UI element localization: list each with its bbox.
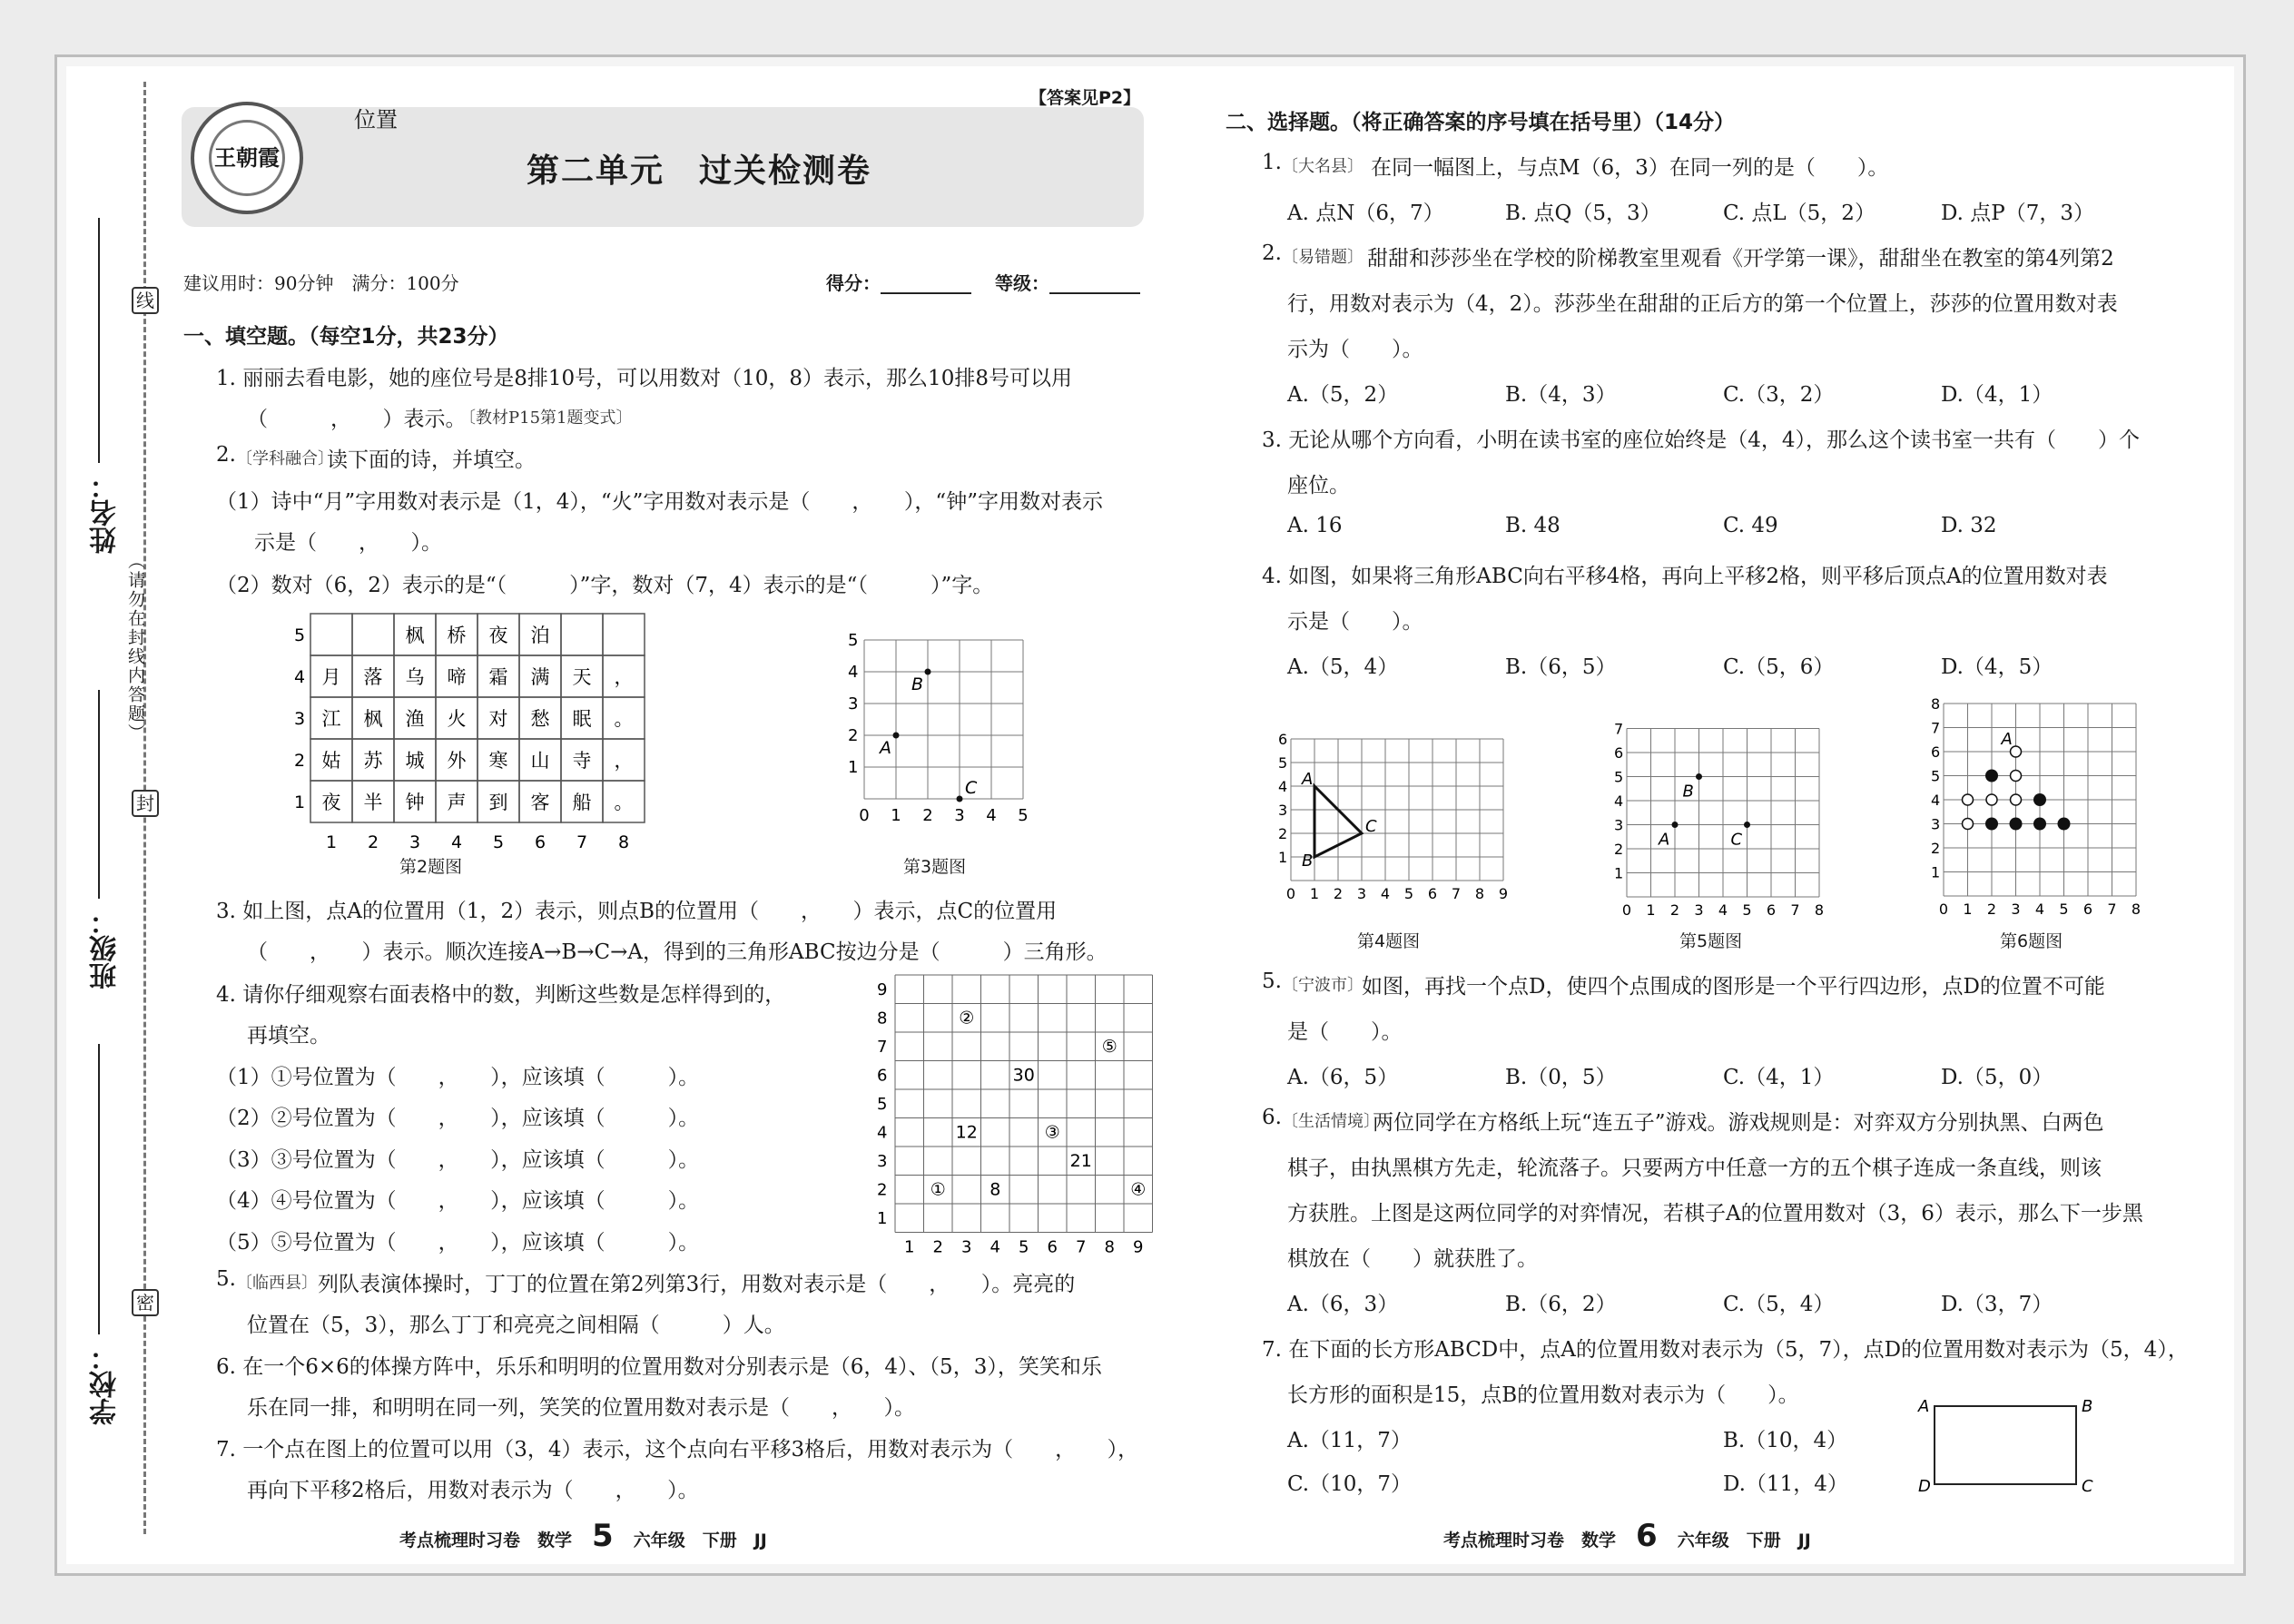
mc1-option-b[interactable]: B. 点Q（5，3） (1505, 202, 1661, 225)
q7-line2: 再向下平移2格后，用数对表示为（ ， ）。 (247, 1479, 699, 1502)
fig4-x-label: 9 (1498, 885, 1509, 902)
poem-char: 声 (447, 792, 467, 813)
fig3-x-label: 1 (891, 806, 901, 825)
fig5-x-label: 5 (1742, 901, 1752, 919)
poem-grid-figure (290, 606, 672, 851)
fig6-x-label: 4 (2034, 901, 2045, 918)
mc3-line1: 3. 无论从哪个方向看，小明在读书室的座位始终是（4，4），那么这个读书室一共有（ ）个 (1262, 428, 2141, 452)
fig6-label-a: A (2001, 730, 2013, 749)
rectangle-abcd (1911, 1393, 2111, 1502)
fig4-triangle-grid (1271, 726, 1509, 902)
footer-left (399, 1518, 767, 1554)
fig4-x-label: 4 (1380, 885, 1391, 902)
poem-char: ， (614, 750, 634, 772)
grid4-y-label: 4 (877, 1123, 888, 1143)
poem-char: 客 (530, 792, 550, 813)
mc1-option-c[interactable]: C. 点L（5，2） (1723, 202, 1876, 225)
fig5-point-label: A (1659, 830, 1670, 850)
mc7-option-c[interactable]: C.（10，7） (1287, 1472, 1412, 1496)
fig3-point-label: A (880, 738, 891, 758)
fig5-y-label: 4 (1614, 792, 1624, 810)
seal-char-feng: 封 (132, 790, 159, 817)
fig6-y-label: 8 (1931, 695, 1941, 713)
fig3-x-label: 3 (954, 806, 965, 825)
poem-x-label: 7 (576, 832, 588, 852)
poem-char: 乌 (405, 666, 425, 688)
footer-left-suffix: 六年级 下册 JJ (633, 1530, 767, 1550)
poem-char: 夜 (321, 792, 341, 813)
part2-heading: 二、选择题。（将正确答案的序号填在括号里）（14分） (1226, 111, 1736, 134)
mc3-option-a[interactable]: A. 16 (1287, 514, 1343, 537)
mc7-line2: 长方形的面积是15，点B的位置用数对表示为（ ）。 (1287, 1383, 1799, 1407)
mc3-line2: 座位。 (1287, 474, 1350, 497)
poem-char: 对 (488, 708, 508, 730)
poem-x-label: 5 (492, 832, 505, 852)
mc3-option-d[interactable]: D. 32 (1941, 514, 1997, 537)
seal-char-xian: 线 (132, 287, 159, 314)
poem-cell (310, 614, 352, 655)
fig5-y-label: 1 (1614, 864, 1624, 882)
q4-line1: 4. 请你仔细观察右面表格中的数，判断这些数是怎样得到的， (216, 983, 786, 1007)
q6-line2: 乐在同一排，和明明在同一列，笑笑的位置用数对表示是（ ， ）。 (247, 1396, 915, 1420)
fig4-x-label: 3 (1356, 885, 1367, 902)
mc6-number: 6. (1262, 1106, 1282, 1129)
fig3-point (957, 796, 963, 802)
q3-line2: （ ， ）表示。顺次连接A→B→C→A，得到的三角形ABC按边分是（ ）三角形。 (247, 940, 1108, 964)
mc4-option-b[interactable]: B.（6，5） (1505, 655, 1617, 679)
caption-fig2: 第2题图 (399, 857, 463, 877)
page-number-right: 6 (1636, 1518, 1658, 1554)
mc5-line1: 如图，再找一个点D，使四个点围成的图形是一个平行四边形，点D的位置不可能 (1362, 975, 2105, 999)
caption-fig5: 第5题图 (1679, 931, 1743, 951)
grid4-cell-value: ④ (1130, 1179, 1147, 1200)
poem-char: 桥 (447, 625, 467, 646)
rectangle-shape (1935, 1406, 2076, 1484)
white-stone (1986, 794, 1997, 805)
fig4-x-label: 7 (1451, 885, 1462, 902)
mc3-option-b[interactable]: B. 48 (1505, 514, 1561, 537)
footer-right-suffix: 六年级 下册 JJ (1677, 1530, 1811, 1550)
grid4-cell-value: 12 (955, 1122, 978, 1143)
grid4-x-label: 6 (1047, 1237, 1058, 1257)
q2-sub2: （2）数对（6，2）表示的是“（ ）”字，数对（7，4）表示的是“（ ）”字。 (216, 574, 994, 597)
fig4-y-label: 6 (1278, 731, 1288, 748)
fig3-x-label: 4 (986, 806, 997, 825)
fig4-y-label: 3 (1278, 802, 1288, 819)
grade-field[interactable]: 等级：__________ (995, 272, 1140, 294)
fig4-label-b: B (1302, 851, 1314, 871)
poem-char: 姑 (321, 750, 341, 772)
fig5-x-label: 7 (1790, 901, 1800, 919)
fig5-x-label: 0 (1621, 901, 1632, 919)
mc1-tag: 〔大名县〕 (1282, 157, 1364, 176)
fig5-y-label: 6 (1614, 744, 1624, 762)
fig3-x-label: 2 (922, 806, 933, 825)
grid4-x-label: 7 (1076, 1237, 1087, 1257)
unit-tab: 位置 (354, 107, 398, 133)
poem-char: 夜 (488, 625, 508, 646)
grid4-cell-value: 30 (1012, 1065, 1035, 1086)
grid4-cell-value: 21 (1069, 1151, 1092, 1171)
poem-char: 霜 (488, 666, 508, 688)
poem-char: 枫 (405, 625, 425, 646)
fig5-y-label: 3 (1614, 816, 1624, 834)
poem-char: 。 (614, 708, 634, 730)
grid4-cell-value: 8 (989, 1179, 1001, 1200)
mc6-line2: 棋子，由执黑棋方先走，轮流落子。只要两方中任意一方的五个棋子连成一条直线，则该 (1287, 1156, 2102, 1180)
poem-char: 月 (321, 666, 341, 688)
q4-sub2: （2）②号位置为（ ， ），应该填（ ）。 (216, 1107, 700, 1130)
fig3-point-label: B (911, 674, 924, 694)
fig4-plot (1278, 731, 1508, 902)
black-stone (2010, 818, 2023, 831)
mc7-line1: 7. 在下面的长方形ABCD中，点A的位置用数对表示为（5，7），点D的位置用数对表示为（5，4）， (1262, 1338, 2189, 1362)
seal-note: （请勿在封线内答题） (125, 552, 145, 743)
mc5-option-c[interactable]: C.（4，1） (1723, 1066, 1835, 1089)
poem-char: 半 (363, 792, 383, 813)
q7-line1: 7. 一个点在图上的位置可以用（3，4）表示，这个点向右平移3格后，用数对表示为（ ， ）， (216, 1438, 1139, 1462)
fig4-label-a: A (1302, 770, 1314, 789)
q4-sub1: （1）①号位置为（ ， ），应该填（ ）。 (216, 1066, 700, 1089)
fig4-x-label: 2 (1333, 885, 1344, 902)
grid4-cell-value: ② (959, 1008, 975, 1029)
mc2-tag: 〔易错题〕 (1282, 248, 1364, 267)
q3-line1: 3. 如上图，点A的位置用（1，2）表示，则点B的位置用（ ， ）表示，点C的位置用 (216, 900, 1058, 923)
mc1-option-d[interactable]: D. 点P（7，3） (1941, 202, 2094, 225)
poem-char: 船 (572, 792, 592, 813)
mc7-option-b[interactable]: B.（10，4） (1723, 1429, 1848, 1452)
mc6-option-c[interactable]: C.（5，4） (1723, 1293, 1835, 1316)
poem-char: 江 (321, 708, 341, 730)
fig4-x-label: 1 (1309, 885, 1320, 902)
fig5-x-label: 4 (1718, 901, 1728, 919)
fig3-coordinate (835, 626, 1044, 835)
q4-sub4: （4）④号位置为（ ， ），应该填（ ）。 (216, 1189, 700, 1213)
fig4-y-label: 4 (1278, 778, 1288, 795)
fig4-x-label: 0 (1285, 885, 1296, 902)
mc6-option-a[interactable]: A.（6，3） (1287, 1293, 1399, 1316)
fig3-y-label: 5 (848, 631, 859, 650)
poem-y-label: 1 (294, 792, 306, 812)
fig5-y-label: 2 (1614, 841, 1624, 858)
poem-char: 寺 (572, 750, 592, 772)
class-label: 班级： (91, 908, 121, 989)
fig6-x-label: 5 (2059, 901, 2069, 918)
grid4-y-label: 5 (877, 1095, 888, 1114)
poem-char: 泊 (530, 625, 550, 646)
mc5-option-a[interactable]: A.（6，5） (1287, 1066, 1399, 1089)
q1-line1: 1. 丽丽去看电影，她的座位号是8排10号，可以用数对（10，8）表示，那么10排8号可以用 (216, 367, 1072, 390)
name-field[interactable] (98, 218, 100, 463)
fig4-x-label: 6 (1427, 885, 1438, 902)
mc6-tag: 〔生活情境〕 (1282, 1112, 1380, 1131)
poem-char: 钟 (405, 792, 425, 813)
poem-x-label: 6 (534, 832, 546, 852)
poem-char: 城 (405, 750, 425, 772)
caption-fig4: 第4题图 (1357, 931, 1421, 951)
poem-char: 火 (447, 708, 467, 730)
q4-line2: 再填空。 (247, 1024, 330, 1048)
poem-char: 到 (488, 792, 508, 813)
q2-tag: 〔学科融合〕 (236, 449, 334, 468)
fig5-point-label: B (1682, 782, 1694, 802)
q4-number-grid (871, 968, 1153, 1258)
fig5-x-label: 3 (1694, 901, 1704, 919)
poem-cell (352, 614, 394, 655)
q2-line1: 读下面的诗，并填空。 (327, 448, 536, 472)
class-field[interactable] (98, 690, 100, 899)
fig6-x-label: 3 (2011, 901, 2021, 918)
mc2-line1: 甜甜和莎莎坐在学校的阶梯教室里观看《开学第一课》，甜甜坐在教室的第4列第2 (1367, 247, 2114, 271)
fig6-plot (1931, 695, 2141, 918)
fig5-point (1672, 822, 1679, 828)
fig5-point (1696, 773, 1702, 780)
rect-label-a: A (1918, 1397, 1930, 1416)
grid4-y-label: 2 (877, 1180, 888, 1200)
fig5-point (1744, 822, 1750, 828)
poem-char: 苏 (363, 750, 383, 772)
fig5-x-label: 8 (1814, 901, 1825, 919)
mc2-number: 2. (1262, 241, 1282, 265)
q5-line1: 列队表演体操时，丁丁的位置在第2列第3行，用数对表示是（ ， ）。亮亮的 (318, 1273, 1076, 1296)
footer-right (1443, 1518, 1811, 1554)
page-title: 第二单元 过关检测卷 (527, 153, 872, 190)
school-label: 学校： (91, 1343, 121, 1425)
q5-tag: 〔临西县〕 (236, 1274, 318, 1293)
mc4-line2: 示是（ ）。 (1287, 610, 1423, 634)
mc2-line2: 行，用数对表示为（4，2）。莎莎坐在甜甜的正后方的第一个位置上，莎莎的位置用数对表 (1287, 292, 2118, 316)
caption-fig6: 第6题图 (2000, 931, 2063, 951)
mc4-option-a[interactable]: A.（5，4） (1287, 655, 1399, 679)
mc5-number: 5. (1262, 969, 1282, 993)
brand-logo (191, 102, 303, 214)
poem-char: 眠 (572, 708, 592, 730)
caption-fig3: 第3题图 (903, 857, 967, 877)
fig4-label-c: C (1365, 817, 1377, 836)
fig5-x-label: 2 (1669, 901, 1680, 919)
mc4-line1: 4. 如图，如果将三角形ABC向右平移4格，再向上平移2格，则平移后顶点A的位置用数对表 (1262, 565, 2108, 588)
mc6-line4: 棋放在（ ）就获胜了。 (1287, 1247, 1538, 1271)
fig3-y-label: 1 (848, 758, 859, 777)
footer-right-prefix: 考点梳理时习卷 数学 (1443, 1530, 1617, 1550)
fig4-x-label: 8 (1474, 885, 1485, 902)
black-stone (1985, 770, 1998, 782)
poem-char: 渔 (405, 708, 425, 730)
poem-grid (294, 614, 645, 852)
poem-char: 外 (447, 750, 467, 772)
grid4-cell-value: ③ (1044, 1122, 1060, 1143)
fig5-plot (1614, 721, 1824, 920)
fig6-y-label: 4 (1931, 792, 1941, 809)
q6-line1: 6. 在一个6×6的体操方阵中，乐乐和明明的位置用数对分别表示是（6，4）、（5，3），笑笑和乐 (216, 1355, 1102, 1379)
poem-char: 天 (572, 666, 592, 688)
q1-line2: （ ， ）表示。 (247, 408, 467, 431)
q4-sub5: （5）⑤号位置为（ ， ），应该填（ ）。 (216, 1231, 700, 1255)
mc5-line2: 是（ ）。 (1287, 1020, 1403, 1044)
q4-grid-cells (877, 975, 1153, 1257)
grid4-y-label: 1 (877, 1209, 888, 1228)
fig6-x-label: 8 (2131, 901, 2141, 918)
grid4-y-label: 7 (877, 1038, 888, 1057)
poem-char: 枫 (363, 708, 383, 730)
mc6-option-b[interactable]: B.（6，2） (1505, 1293, 1617, 1316)
poem-x-label: 1 (325, 832, 338, 852)
q5-number: 5. (216, 1267, 236, 1291)
mc7-option-d[interactable]: D.（11，4） (1723, 1472, 1848, 1496)
fig5-points-grid (1607, 706, 1834, 919)
white-stone (2011, 771, 2022, 782)
fig6-y-label: 7 (1931, 719, 1941, 737)
mc2-option-a[interactable]: A.（5，2） (1287, 383, 1399, 407)
school-field[interactable] (98, 1044, 100, 1334)
poem-char: 山 (530, 750, 550, 772)
fig6-y-label: 1 (1931, 863, 1941, 881)
poem-char: 啼 (447, 666, 467, 688)
fig6-x-label: 0 (1938, 901, 1949, 918)
fig3-x-label: 5 (1018, 806, 1029, 825)
mc2-option-b[interactable]: B.（4，3） (1505, 383, 1617, 407)
fig6-x-label: 7 (2107, 901, 2117, 918)
grid4-y-label: 8 (877, 1009, 888, 1029)
grid4-x-label: 1 (904, 1237, 915, 1257)
mc3-option-c[interactable]: C. 49 (1723, 514, 1778, 537)
mc2-option-d[interactable]: D.（4，1） (1941, 383, 2053, 407)
mc6-line3: 方获胜。上图是这两位同学的对弈情况，若棋子A的位置用数对（3，6）表示，那么下一步黑 (1287, 1202, 2143, 1225)
fig3-point-label: C (965, 778, 978, 798)
poem-y-label: 2 (294, 751, 306, 771)
fig5-y-label: 7 (1614, 720, 1624, 738)
fig3-point (925, 669, 931, 675)
mc4-option-c[interactable]: C.（5，6） (1723, 655, 1835, 679)
mc2-option-c[interactable]: C.（3，2） (1723, 383, 1835, 407)
mc1-stem: 在同一幅图上，与点M（6，3）在同一列的是（ ）。 (1371, 156, 1889, 180)
q2-number: 2. (216, 443, 236, 467)
grid4-x-label: 8 (1104, 1237, 1115, 1257)
mc5-tag: 〔宁波市〕 (1282, 976, 1364, 995)
mc1-option-a[interactable]: A. 点N（6，7） (1287, 202, 1444, 225)
fig6-gomoku-grid (1920, 692, 2147, 918)
poem-x-label: 3 (409, 832, 421, 852)
q4-sub3: （3）③号位置为（ ， ），应该填（ ）。 (216, 1148, 700, 1172)
fig3-y-label: 3 (848, 694, 859, 714)
poem-y-label: 3 (294, 709, 306, 729)
q1-source-tag: 〔教材P15第1题变式〕 (459, 408, 633, 428)
seal-char-mi: 密 (132, 1289, 159, 1316)
fig4-y-label: 5 (1278, 754, 1288, 772)
poem-char: 满 (530, 666, 550, 688)
rect-label-b: B (2082, 1397, 2093, 1416)
mc1-number: 1. (1262, 151, 1282, 174)
score-field[interactable]: 得分：__________ (826, 272, 971, 294)
fig5-y-label: 5 (1614, 768, 1624, 786)
time-score-info: 建议用时：90分钟 满分：100分 (183, 272, 459, 294)
poem-char: 寒 (488, 750, 508, 772)
grid4-x-label: 5 (1019, 1237, 1029, 1257)
grid4-cell-value: ⑤ (1101, 1037, 1117, 1057)
mc7-option-a[interactable]: A.（11，7） (1287, 1429, 1412, 1452)
rect-label-d: D (1918, 1477, 1931, 1496)
grid4-x-label: 3 (961, 1237, 972, 1257)
fig6-x-label: 1 (1963, 901, 1973, 918)
mc2-line3: 示为（ ）。 (1287, 338, 1423, 361)
poem-char: 。 (614, 792, 634, 813)
fig5-x-label: 1 (1646, 901, 1656, 919)
poem-x-label: 8 (617, 832, 630, 852)
grid4-y-label: 9 (877, 980, 888, 999)
poem-x-label: 2 (367, 832, 379, 852)
black-stone (2058, 818, 2071, 831)
black-stone (2033, 818, 2046, 831)
grid4-x-label: 2 (932, 1237, 943, 1257)
mc4-option-d[interactable]: D.（4，5） (1941, 655, 2053, 679)
fig6-y-label: 6 (1931, 743, 1941, 761)
name-label: 姓名： (91, 472, 121, 554)
poem-cell (561, 614, 603, 655)
mc6-option-d[interactable]: D.（3，7） (1941, 1293, 2053, 1316)
grid4-cell-value: ① (930, 1179, 946, 1200)
poem-x-label: 4 (450, 832, 463, 852)
q2-sub1-cont: 示是（ ， ）。 (254, 531, 442, 555)
fig3-y-label: 2 (848, 726, 859, 745)
grid4-x-label: 9 (1133, 1237, 1144, 1257)
fig6-x-label: 2 (1986, 901, 1997, 918)
fig3-y-label: 4 (848, 663, 859, 682)
fig6-x-label: 6 (2082, 901, 2093, 918)
white-stone (2011, 794, 2022, 805)
fig3-point (893, 733, 900, 739)
grid4-x-label: 4 (989, 1237, 1000, 1257)
answer-reference: 【答案见P2】 (1029, 88, 1141, 108)
poem-y-label: 5 (294, 625, 306, 645)
black-stone (1985, 818, 1998, 831)
footer-left-prefix: 考点梳理时习卷 数学 (399, 1530, 573, 1550)
fig4-y-label: 2 (1278, 825, 1288, 842)
white-stone (1963, 819, 1974, 830)
fig6-y-label: 5 (1931, 767, 1941, 785)
page-number-left: 5 (592, 1518, 614, 1554)
white-stone (1963, 794, 1974, 805)
poem-cell (603, 614, 645, 655)
brand-logo-text: 王朝霞 (209, 120, 285, 196)
mc6-line1: 两位同学在方格纸上玩“连五子”游戏。游戏规则是：对弈双方分别执黑、白两色 (1373, 1111, 2104, 1135)
fig6-y-label: 3 (1931, 815, 1941, 833)
grid4-y-label: 6 (877, 1066, 888, 1086)
part1-heading: 一、填空题。（每空1分，共23分） (183, 325, 509, 349)
fig4-y-label: 1 (1278, 849, 1288, 866)
poem-y-label: 4 (294, 667, 306, 687)
black-stone (2033, 793, 2046, 806)
fig3-plot (848, 631, 1029, 825)
fig5-point-label: C (1730, 830, 1743, 850)
grid4-y-label: 3 (877, 1152, 888, 1171)
q2-sub1: （1）诗中“月”字用数对表示是（1，4），“火”字用数对表示是（ ， ），“钟”字用数对表示 (216, 490, 1103, 514)
mc5-option-d[interactable]: D.（5，0） (1941, 1066, 2053, 1089)
fig6-y-label: 2 (1931, 840, 1941, 857)
poem-char: 落 (363, 666, 383, 688)
q5-line2: 位置在（5，3），那么丁丁和亮亮之间相隔（ ）人。 (247, 1314, 785, 1337)
fig4-x-label: 5 (1403, 885, 1414, 902)
rect-label-c: C (2082, 1477, 2093, 1496)
poem-char: 愁 (530, 708, 550, 730)
mc5-option-b[interactable]: B.（0，5） (1505, 1066, 1617, 1089)
fig3-x-label: 0 (859, 806, 870, 825)
poem-char: ， (614, 666, 634, 688)
fig5-x-label: 6 (1766, 901, 1777, 919)
